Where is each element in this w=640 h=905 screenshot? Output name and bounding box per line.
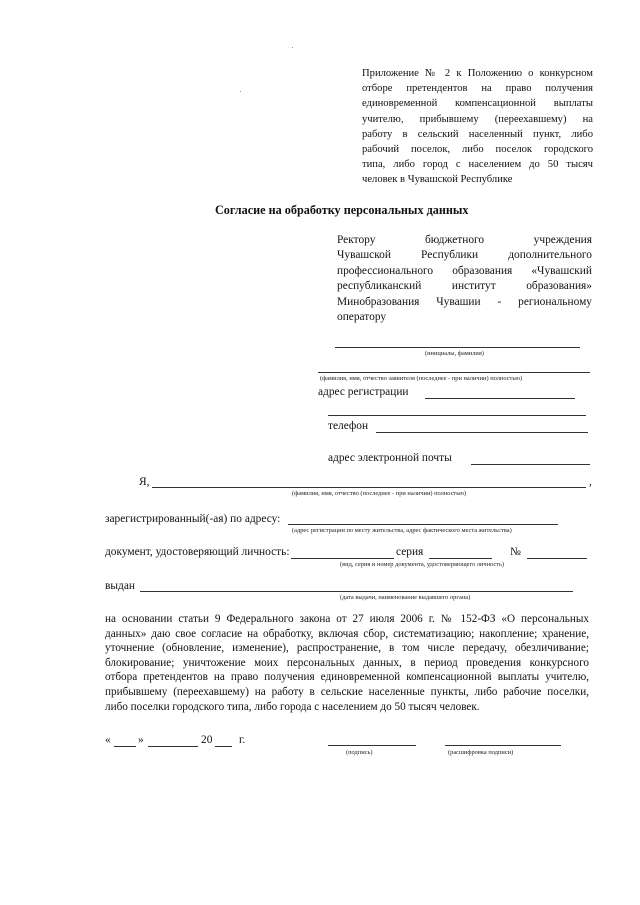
issued-field-line[interactable] bbox=[140, 591, 573, 592]
number-label: № bbox=[510, 546, 521, 558]
applicant-name-field-line[interactable] bbox=[318, 372, 590, 373]
issued-label: выдан bbox=[105, 580, 135, 592]
document-label: документ, удостоверяющий личность: bbox=[105, 546, 290, 558]
addressee-line: оператору bbox=[337, 311, 387, 324]
fio-comma: , bbox=[589, 476, 592, 488]
appendix-line: отборе претендентов на право получения bbox=[362, 83, 593, 95]
document-caption: (вид, серия и номер документа, удостоверяющего личность) bbox=[340, 561, 505, 568]
date-year-prefix: 20 bbox=[201, 734, 213, 746]
fio-caption: (фамилия, имя, отчество (последнее - при наличии) полностью) bbox=[292, 490, 467, 497]
addressee-line: республиканский институт образования» bbox=[337, 280, 592, 293]
consent-line: либо поселки городского типа, либо города с населением до 50 тысяч человек. bbox=[105, 700, 480, 713]
reg-address-label: адрес регистрации bbox=[318, 386, 409, 398]
ya-label: Я, bbox=[139, 476, 150, 488]
signature-field-line[interactable] bbox=[328, 745, 416, 746]
email-field-line[interactable] bbox=[471, 464, 590, 465]
phone-label: телефон bbox=[328, 420, 369, 432]
registered-address-caption: (адрес регистрации по месту жительства, адрес фактического места жительства) bbox=[292, 527, 512, 534]
consent-line: прибывшему (переехавшему) на работу в сельские населенные пункты, либо рабочие поселки, bbox=[105, 685, 589, 698]
date-year-suffix: г. bbox=[239, 734, 246, 746]
document-type-field-line[interactable] bbox=[291, 558, 394, 559]
number-field-line[interactable] bbox=[527, 558, 587, 559]
reg-address-field-line[interactable] bbox=[425, 398, 575, 399]
date-month-field-line[interactable] bbox=[148, 746, 198, 747]
appendix-note bbox=[362, 66, 593, 188]
appendix-line: типа, либо город с населением до 50 тысяч bbox=[362, 159, 593, 171]
appendix-line: работу в сельский населенный пункт, либо bbox=[362, 128, 593, 140]
reg-address-field-line-2[interactable] bbox=[328, 415, 586, 416]
appendix-line: единовременной компенсационной выплаты bbox=[362, 98, 593, 110]
initials-field-line[interactable] bbox=[335, 347, 580, 348]
scan-speck bbox=[292, 47, 293, 48]
document-title: Согласие на обработку персональных данных bbox=[215, 203, 469, 217]
addressee-line: Чувашской Республики дополнительного bbox=[337, 249, 592, 262]
appendix-line: Приложение № 2 к Положению о конкурсном bbox=[362, 68, 593, 79]
addressee-line: Ректору бюджетного учреждения bbox=[337, 234, 592, 246]
addressee-block bbox=[337, 233, 592, 325]
registered-label: зарегистрированный(-ая) по адресу: bbox=[105, 513, 281, 525]
initials-caption: (инициалы, фамилия) bbox=[425, 350, 484, 357]
consent-line: данных» даю свое согласие на обработку, включая сбор, систематизацию; накопление; хранение, bbox=[105, 627, 589, 640]
signature-caption: (подпись) bbox=[346, 749, 373, 756]
consent-line: на основании статьи 9 Федерального закона от 27 июля 2006 г. № 152-ФЗ «О персональных bbox=[105, 613, 589, 625]
phone-field-line[interactable] bbox=[376, 432, 588, 433]
signature-decode-caption: (расшифровка подписи) bbox=[448, 749, 514, 756]
appendix-line: рабочий поселок, либо поселок городского bbox=[362, 144, 593, 156]
email-label: адрес электронной почты bbox=[328, 452, 452, 464]
consent-body bbox=[105, 612, 589, 714]
series-label: серия bbox=[396, 546, 424, 558]
fio-field-line[interactable] bbox=[152, 487, 586, 488]
date-day-field-line[interactable] bbox=[114, 746, 136, 747]
signature-decode-field-line[interactable] bbox=[445, 745, 561, 746]
date-open-quote: « bbox=[105, 734, 111, 746]
applicant-name-caption: (фамилия, имя, отчество заявителя (последнее - при наличии) полностью) bbox=[320, 375, 523, 382]
consent-line: блокирование; уничтожение моих персональных данных, в период проведения конкурсного bbox=[105, 656, 589, 669]
series-field-line[interactable] bbox=[429, 558, 492, 559]
appendix-line: человек в Чувашской Республике bbox=[362, 174, 513, 186]
appendix-line: учителю, прибывшему (переехавшему) на bbox=[362, 113, 593, 125]
date-year-field-line[interactable] bbox=[215, 746, 232, 747]
addressee-line: Минобразования Чувашии - региональному bbox=[337, 295, 592, 308]
registered-address-field-line[interactable] bbox=[288, 524, 558, 525]
addressee-line: профессионального образования «Чувашский bbox=[337, 264, 592, 277]
issued-caption: (дата выдачи, наименование выдавшего органа) bbox=[340, 594, 471, 601]
date-close-quote: » bbox=[138, 734, 144, 746]
scan-speck bbox=[240, 91, 241, 92]
consent-line: отбора претендентов на право получения единовременной компенсационной выплаты учителю, bbox=[105, 671, 589, 684]
consent-line: уточнение (обновление, изменение), распространение, в том числе передачу, обезличивание; bbox=[105, 642, 589, 655]
